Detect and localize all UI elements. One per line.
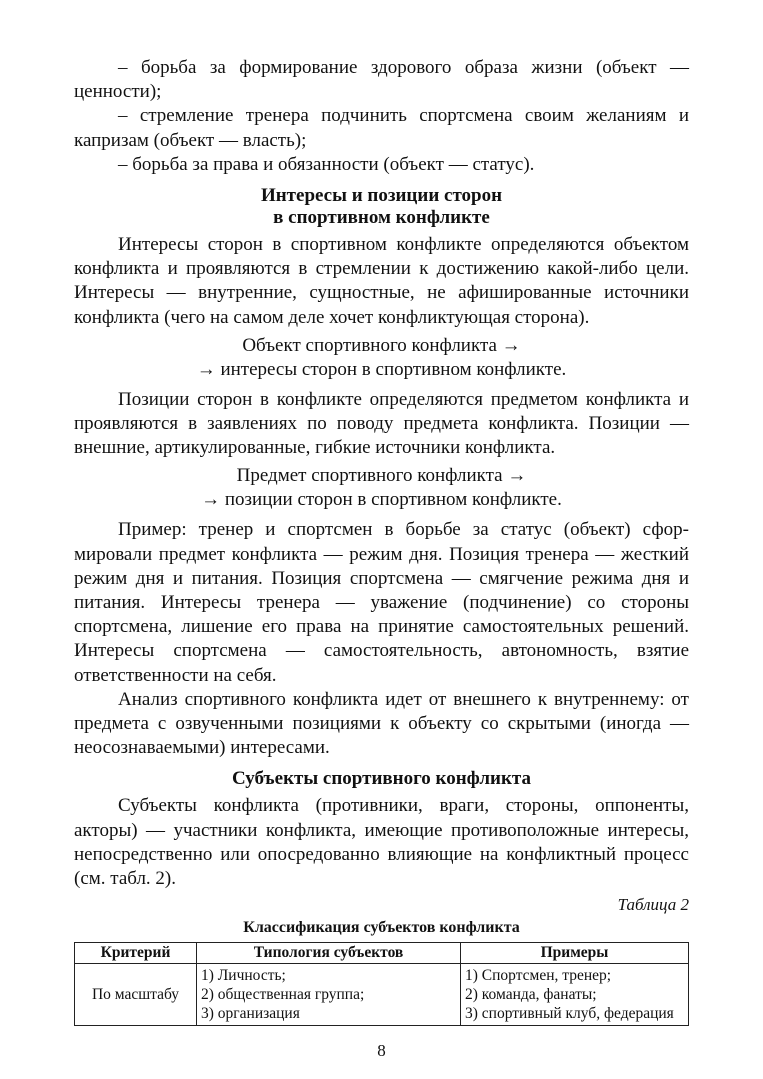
- list-item: – стремление тренера подчинить спортсмена своим желаниям и капризам (объект — власть);: [74, 105, 689, 151]
- cell-line: 3) спортивный клуб, федерация: [465, 1005, 674, 1023]
- formula-line: → интересы сторон в спортивном конфликте.: [196, 358, 567, 380]
- cell-line: 1) Спортсмен, тренер;: [465, 967, 612, 985]
- paragraph: Субъекты конфликта (противники, враги, стороны, оппоненты, акторы) — участники конфликта, имеющие противоположные интересы, непосредственно или опосредованно влияющие на конфликтный процесс (см. табл. 2).: [74, 795, 689, 890]
- column-header: Критерий: [75, 943, 197, 964]
- paragraph: Анализ спортивного конфликта идет от внешнего к внутреннему: от предмета с озвученными позициями к объекту со скрытыми (иногда — неосознаваемыми) интересами.: [74, 688, 689, 759]
- section-heading: [74, 185, 689, 229]
- cell-line: 2) команда, фанаты;: [465, 986, 597, 1004]
- heading-line: в спортивном конфликте: [273, 207, 490, 229]
- cell-line: 2) общественная группа;: [201, 986, 365, 1004]
- table-title: Классификация субъектов конфликта: [243, 919, 520, 937]
- table-number: Таблица 2: [617, 895, 689, 915]
- table-cell-criterion: По масштабу: [75, 964, 197, 1026]
- table-row: [75, 964, 689, 1026]
- classification-table: [74, 942, 689, 1026]
- paragraph: Позиции сторон в конфликте определяются предметом конфликта и проявляются в заявлениях по поводу предмета конфликта. Позиции — внешние, артикулированные, гибкие источники конфликта.: [74, 388, 689, 459]
- section-heading: Субъекты спортивного конфликта: [232, 768, 531, 790]
- cell-line: 3) организация: [201, 1005, 300, 1023]
- column-header: Примеры: [461, 943, 689, 964]
- paragraph: Пример: тренер и спортсмен в борьбе за статус (объект) сформировали предмет конфликта — режим дня. Позиция тренера — жесткий режим дня и питания. Позиция спортсмена — смягчение режима дня и питания. Интересы тренера — уважение (подчинение) со стороны спортсмена, лишение его права на принятие самостоятельных решений. Интересы спортсмена — самостоятельность, автономность, взятие ответственности на себя.: [74, 519, 689, 686]
- list-item: – борьба за формирование здорового образа жизни (объект — ценности);: [74, 57, 689, 103]
- formula-line: Объект спортивного конфликта →: [242, 334, 521, 356]
- formula-line: Предмет спортивного конфликта →: [236, 465, 527, 487]
- cell-line: 1) Личность;: [201, 967, 286, 985]
- table-header-row: [75, 943, 689, 964]
- formula: [74, 334, 689, 382]
- column-header: Типология субъектов: [197, 943, 461, 964]
- formula: [74, 464, 689, 512]
- list-item: – борьба за права и обязанности (объект — статус).: [118, 153, 535, 175]
- formula-line: → позиции сторон в спортивном конфликте.: [201, 489, 562, 511]
- page-number: 8: [377, 1041, 386, 1060]
- paragraph: Интересы сторон в спортивном конфликте определяются объектом конфликта и проявляются в стремлении к достижению какой-либо цели. Интересы — внутренние, сущностные, не афишированные источники конфликта (чего на самом деле хочет конфликтующая сторона).: [74, 234, 689, 328]
- heading-line: Интересы и позиции сторон: [260, 185, 503, 207]
- table-cell-examples: [461, 964, 689, 1026]
- table-cell-typology: [197, 964, 461, 1026]
